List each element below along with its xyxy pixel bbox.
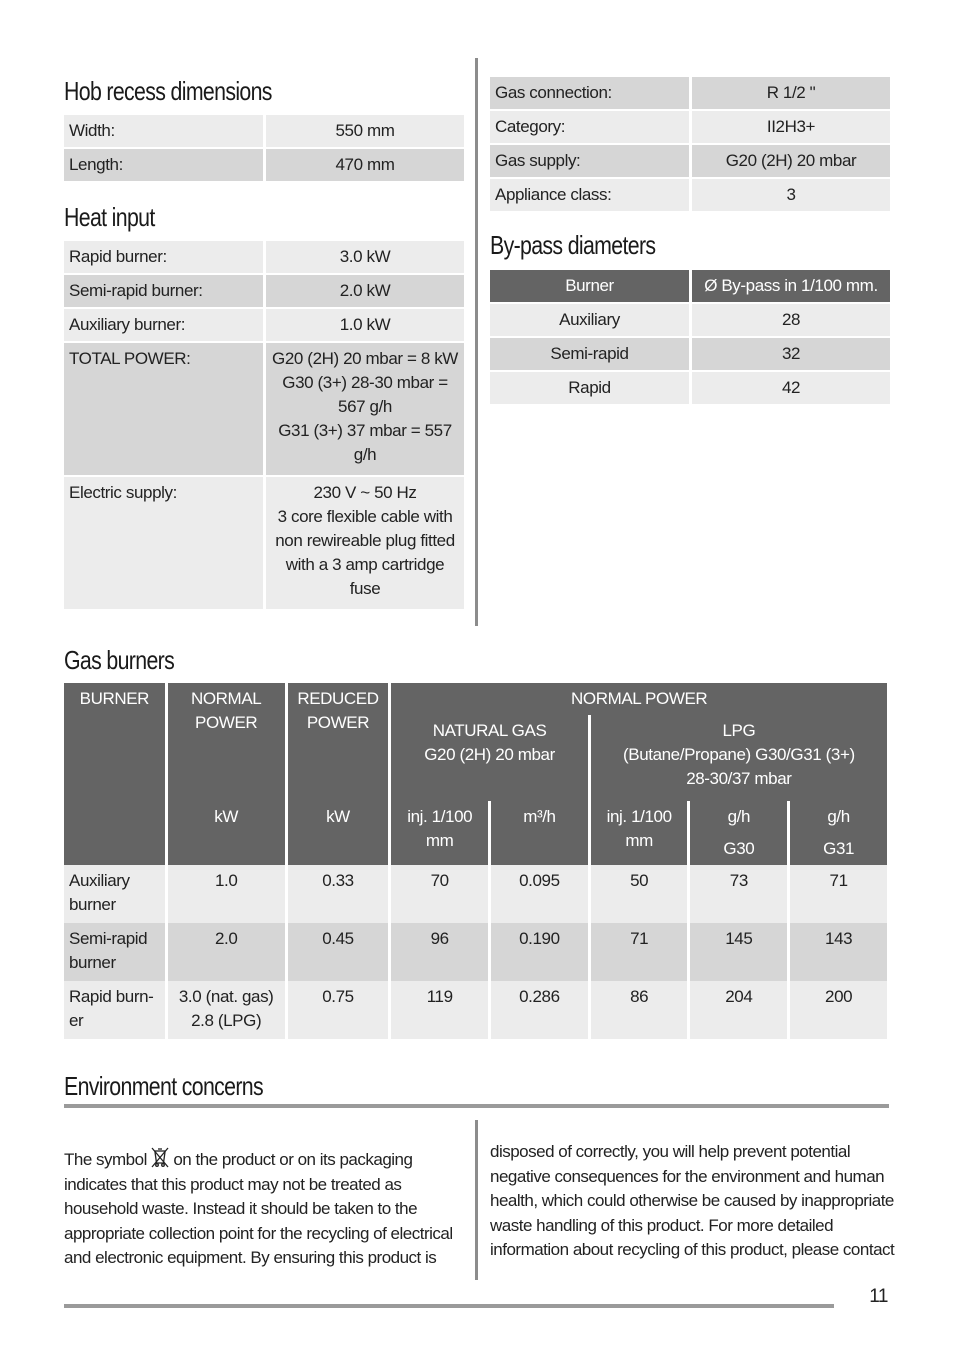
bypass-header-burner: Burner <box>490 270 689 302</box>
bypass-burner: Semi-rapid <box>490 338 689 370</box>
electric-supply-value <box>266 477 464 609</box>
gas-info-table <box>487 75 893 213</box>
unit-inj-lpg <box>591 801 688 865</box>
header-line: REDUCED <box>297 689 379 708</box>
semi-rapid-burner-value: 2.0 kW <box>266 275 464 307</box>
header-line: inj. 1/100 <box>606 807 672 826</box>
header-reduced-power <box>288 683 389 801</box>
heat-input-table <box>61 239 467 611</box>
burner-name <box>64 865 165 923</box>
auxiliary-burner-value: 1.0 kW <box>266 309 464 341</box>
header-normal-power <box>168 683 285 801</box>
cell-line: 3.0 (nat. gas) <box>178 987 274 1006</box>
lpg-inj-value: 50 <box>591 865 688 923</box>
text-line <box>64 1147 464 1173</box>
table-row <box>490 372 890 404</box>
table-row <box>490 111 890 143</box>
header-line: inj. 1/100 <box>407 807 473 826</box>
appliance-class-value: 3 <box>692 179 890 211</box>
cell-line: Rapid burn- <box>69 987 154 1006</box>
reduced-power-value: 0.75 <box>288 981 389 1039</box>
cell-line: Semi-rapid <box>69 929 148 948</box>
rapid-burner-value: 3.0 kW <box>266 241 464 273</box>
electric-supply-line: 3 core flexible cable with <box>277 507 453 526</box>
gas-connection-label: Gas connection: <box>490 77 689 109</box>
environment-right-text <box>490 1140 900 1263</box>
environment-title: Environment concerns <box>64 1071 264 1101</box>
text-line: waste handling of this product. For more detailed <box>490 1215 834 1235</box>
rapid-burner-label: Rapid burner: <box>64 241 263 273</box>
environment-left-text <box>64 1147 464 1271</box>
cell-line: 2.8 (LPG) <box>191 1011 262 1030</box>
header-burner: BURNER <box>64 683 165 865</box>
gas-burners-section <box>64 645 198 676</box>
cell-line: er <box>69 1011 84 1030</box>
text-prefix: The symbol <box>64 1150 147 1169</box>
unit-kw-normal: kW <box>168 801 285 865</box>
table-row <box>490 179 890 211</box>
normal-power-value: 2.0 <box>168 923 285 981</box>
heat-input-title: Heat input <box>64 202 155 232</box>
header-line: LPG <box>722 721 756 740</box>
normal-power-value <box>168 981 285 1039</box>
header-line: NATURAL GAS <box>432 721 547 740</box>
table-row <box>64 309 464 341</box>
bypass-section <box>490 230 692 261</box>
bypass-value: 28 <box>692 304 890 336</box>
table-header-row <box>64 683 887 715</box>
header-lpg <box>591 715 887 801</box>
text-line: negative consequences for the environment and human <box>490 1166 885 1186</box>
total-power-line: G30 (3+) 28-30 mbar = <box>282 373 448 392</box>
gas-supply-value: G20 (2H) 20 mbar <box>692 145 890 177</box>
total-power-value <box>266 343 464 475</box>
page-number: 11 <box>869 1286 888 1307</box>
g30-value: 204 <box>690 981 787 1039</box>
table-row <box>64 981 887 1039</box>
total-power-line: G31 (3+) 37 mbar = 557 <box>278 421 452 440</box>
electric-supply-line: 230 V ~ 50 Hz <box>313 483 417 502</box>
hob-recess-title: Hob recess dimensions <box>64 76 272 106</box>
unit-gh-g31 <box>790 801 887 865</box>
cell-line: burner <box>69 895 116 914</box>
g31-value: 71 <box>790 865 887 923</box>
g30-value: 73 <box>690 865 787 923</box>
auxiliary-burner-label: Auxiliary burner: <box>64 309 263 341</box>
header-line: mm <box>425 831 454 850</box>
bypass-value: 42 <box>692 372 890 404</box>
text-line: disposed of correctly, you will help prevent potential <box>490 1142 851 1161</box>
bypass-table <box>487 268 893 406</box>
gas-burners-table <box>61 683 890 1039</box>
electric-supply-line: with a 3 amp cartridge <box>285 555 445 574</box>
header-line: g/h <box>727 807 751 826</box>
header-line: NORMAL <box>190 689 262 708</box>
gas-connection-value: R 1/2 " <box>692 77 890 109</box>
header-line: (Butane/Propane) G30/G31 (3+) <box>623 745 855 764</box>
reduced-power-value: 0.45 <box>288 923 389 981</box>
table-header-row <box>64 801 887 865</box>
electric-supply-line: non rewireable plug fitted <box>275 531 455 550</box>
text-line: information about recycling of this product, please contact <box>490 1240 895 1259</box>
heat-input-section <box>64 202 175 233</box>
normal-power-value: 1.0 <box>168 865 285 923</box>
text-line: indicates that this product may not be treated as <box>64 1174 402 1194</box>
ng-inj-value: 119 <box>391 981 488 1039</box>
gas-supply-label: Gas supply: <box>490 145 689 177</box>
bypass-title: By-pass diameters <box>490 230 656 260</box>
category-value: II2H3+ <box>692 111 890 143</box>
section-rule <box>64 1104 889 1108</box>
bypass-value: 32 <box>692 338 890 370</box>
lpg-inj-value: 71 <box>591 923 688 981</box>
cell-line: Auxiliary <box>69 871 130 890</box>
bypass-header-diameter: Ø By-pass in 1/100 mm. <box>692 270 890 302</box>
header-normal-power-group: NORMAL POWER <box>391 683 887 715</box>
unit-m3h: m³/h <box>491 801 588 865</box>
unit-inj-natural <box>391 801 488 865</box>
burner-name <box>64 981 165 1039</box>
burner-name <box>64 923 165 981</box>
header-line: G20 (2H) 20 mbar <box>424 745 555 764</box>
column-divider <box>475 58 478 626</box>
total-power-line: g/h <box>353 445 377 464</box>
appliance-class-label: Appliance class: <box>490 179 689 211</box>
column-divider <box>475 1120 478 1280</box>
header-line: POWER <box>195 713 258 732</box>
ng-inj-value: 70 <box>391 865 488 923</box>
semi-rapid-burner-label: Semi-rapid burner: <box>64 275 263 307</box>
hob-recess-section <box>64 76 317 107</box>
text-line: and electronic equipment. By ensuring this product is <box>64 1248 437 1267</box>
electric-supply-line: fuse <box>349 579 381 598</box>
table-row <box>64 343 464 475</box>
g30-value: 145 <box>690 923 787 981</box>
table-row <box>64 477 464 609</box>
table-row <box>64 149 464 181</box>
text-line: appropriate collection point for the recycling of electrical <box>64 1223 453 1243</box>
bypass-burner: Rapid <box>490 372 689 404</box>
text-line: health, which could otherwise be caused by inappropriate <box>490 1191 894 1210</box>
table-header-row <box>490 270 890 302</box>
header-line: g/h <box>827 807 850 826</box>
unit-kw-reduced: kW <box>288 801 389 865</box>
ng-m3h-value: 0.095 <box>491 865 588 923</box>
table-row <box>64 275 464 307</box>
electric-supply-label: Electric supply: <box>64 477 263 609</box>
header-line: mm <box>625 831 653 850</box>
header-natural-gas <box>391 715 587 801</box>
table-row <box>490 77 890 109</box>
header-line: 28-30/37 mbar <box>686 769 792 788</box>
hob-width-label: Width: <box>64 115 263 147</box>
bypass-burner: Auxiliary <box>490 304 689 336</box>
header-line: POWER <box>306 713 370 732</box>
table-row <box>64 241 464 273</box>
unit-gh-g30 <box>690 801 787 865</box>
hob-length-value: 470 mm <box>266 149 464 181</box>
table-row <box>64 923 887 981</box>
hob-length-label: Length: <box>64 149 263 181</box>
text-line-part: on the product or on its packaging <box>173 1150 413 1169</box>
g31-value: 200 <box>790 981 887 1039</box>
reduced-power-value: 0.33 <box>288 865 389 923</box>
table-row <box>64 115 464 147</box>
lpg-inj-value: 86 <box>591 981 688 1039</box>
g31-value: 143 <box>790 923 887 981</box>
table-row <box>490 304 890 336</box>
table-row <box>490 338 890 370</box>
hob-width-value: 550 mm <box>266 115 464 147</box>
crossed-bin-icon <box>151 1147 169 1169</box>
text-line: household waste. Instead it should be taken to the <box>64 1199 418 1218</box>
header-line: G31 <box>823 839 855 858</box>
category-label: Category: <box>490 111 689 143</box>
ng-inj-value: 96 <box>391 923 488 981</box>
header-line: G30 <box>723 839 755 858</box>
environment-section <box>64 1071 307 1102</box>
ng-m3h-value: 0.190 <box>491 923 588 981</box>
table-row <box>490 145 890 177</box>
cell-line: burner <box>69 953 116 972</box>
ng-m3h-value: 0.286 <box>491 981 588 1039</box>
total-power-line: 567 g/h <box>338 397 392 416</box>
gas-burners-title: Gas burners <box>64 645 175 675</box>
total-power-label: TOTAL POWER: <box>64 343 263 475</box>
total-power-line: G20 (2H) 20 mbar = 8 kW <box>272 349 458 368</box>
table-row <box>64 865 887 923</box>
hob-recess-table <box>61 113 467 183</box>
footer-rule <box>64 1304 834 1308</box>
